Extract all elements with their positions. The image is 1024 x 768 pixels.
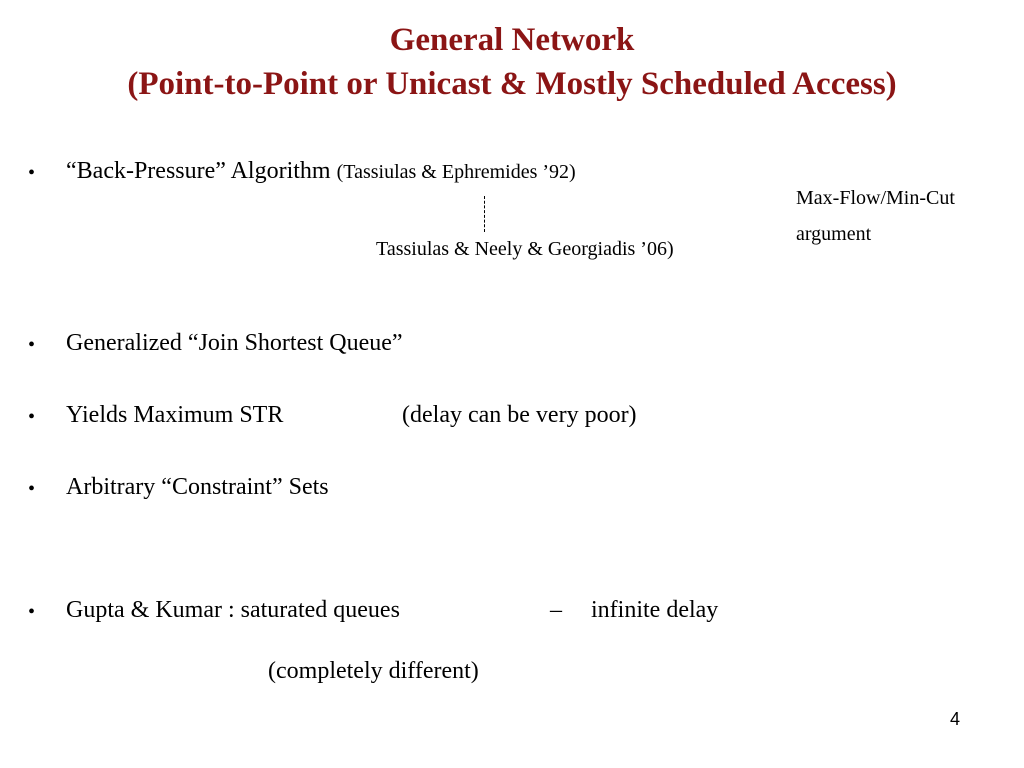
bullet-icon: • bbox=[28, 601, 36, 623]
page-number: 4 bbox=[950, 709, 961, 729]
side-note-line-2: argument bbox=[796, 223, 872, 245]
bullet-citation: (Tassiulas & Ephremides ’92) bbox=[336, 161, 576, 183]
bullet-text: Generalized “Join Shortest Queue” bbox=[66, 330, 403, 356]
followup-citation: Tassiulas & Neely & Georgiadis ’06) bbox=[376, 238, 674, 260]
slide-title-line-2: (Point-to-Point or Unicast & Mostly Scheduled Access) bbox=[127, 66, 897, 102]
bullet-text: Yields Maximum STR bbox=[66, 402, 284, 428]
bullet-text bbox=[66, 156, 576, 187]
bullet-icon: • bbox=[28, 334, 36, 356]
dash-icon: – bbox=[550, 597, 562, 623]
bullet-main-text: “Back-Pressure” Algorithm bbox=[66, 158, 331, 184]
bullet-icon: • bbox=[28, 478, 36, 500]
bullet-text: Arbitrary “Constraint” Sets bbox=[66, 474, 329, 500]
slide-title bbox=[0, 18, 1024, 106]
bullet-icon: • bbox=[28, 162, 36, 184]
followup-note: (completely different) bbox=[268, 658, 479, 684]
dashed-connector bbox=[484, 196, 485, 232]
bullet-note: (delay can be very poor) bbox=[402, 402, 637, 428]
slide-title-line-1: General Network bbox=[389, 22, 635, 58]
bullet-note: infinite delay bbox=[591, 597, 719, 623]
bullet-icon: • bbox=[28, 406, 36, 428]
side-note bbox=[796, 180, 955, 252]
side-note-line-1: Max-Flow/Min-Cut bbox=[796, 187, 955, 209]
bullet-text: Gupta & Kumar : saturated queues bbox=[66, 597, 400, 623]
